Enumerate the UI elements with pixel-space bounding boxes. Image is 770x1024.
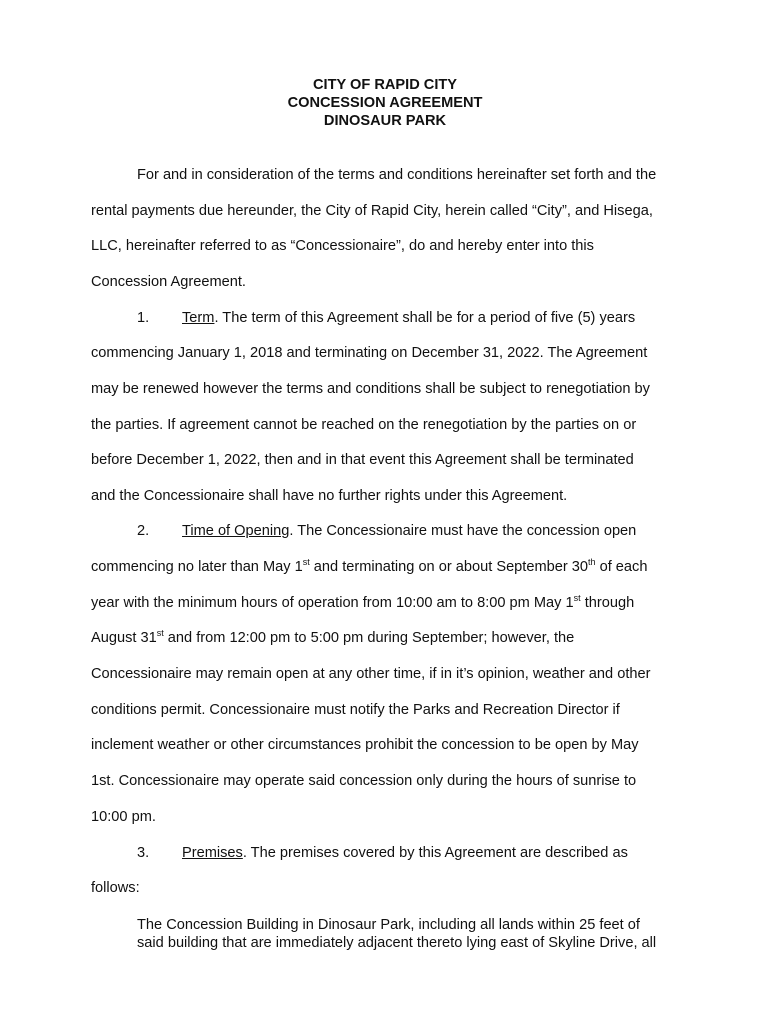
text-span: and terminating on or about September 30 xyxy=(309,559,589,575)
intro-line-1: For and in consideration of the terms and conditions hereinafter set forth and the xyxy=(137,167,657,183)
premises-quote-line-1: The Concession Building in Dinosaur Park, including all lands within 25 feet of xyxy=(137,917,640,933)
text-span: commencing no later than May 1 xyxy=(91,559,303,575)
superscript: st xyxy=(302,557,310,567)
section-1-line-6: and the Concessionaire shall have no further rights under this Agreement. xyxy=(91,488,568,504)
section-1-line-4: the parties. If agreement cannot be reached on the renegotiation by the parties on or xyxy=(91,417,637,433)
section-2-line-7: inclement weather or other circumstances prohibit the concession to be open by May xyxy=(91,737,639,753)
section-1-line-1-text: . The term of this Agreement shall be for a period of five (5) years xyxy=(214,310,636,326)
text-span: year with the minimum hours of operation from 10:00 am to 8:00 pm May 1 xyxy=(91,595,574,611)
superscript: th xyxy=(588,557,596,567)
section-2-line-8: 1st. Concessionaire may operate said concession only during the hours of sunrise to xyxy=(91,773,637,789)
intro-line-2: rental payments due hereunder, the City of Rapid City, herein called “City”, and Hisega, xyxy=(91,203,653,219)
section-3-line-1-text: . The premises covered by this Agreement are described as xyxy=(242,845,628,861)
section-2-line-3 xyxy=(91,594,634,612)
text-span: August 31 xyxy=(91,630,157,646)
section-2-line-1 xyxy=(182,522,636,540)
section-2-line-9: 10:00 pm. xyxy=(91,809,156,825)
section-3-line-2: follows: xyxy=(91,880,140,896)
superscript: st xyxy=(573,593,581,603)
section-1-line-5: before December 1, 2022, then and in that event this Agreement shall be terminated xyxy=(91,452,634,468)
superscript: st xyxy=(156,628,164,638)
text-span: through xyxy=(580,595,635,611)
section-2-heading: Time of Opening xyxy=(182,523,290,539)
title-line-3: DINOSAUR PARK xyxy=(323,113,447,129)
section-1-line-2: commencing January 1, 2018 and terminating on December 31, 2022. The Agreement xyxy=(91,345,648,361)
text-span: of each xyxy=(595,559,648,575)
section-2-line-6: conditions permit. Concessionaire must notify the Parks and Recreation Director if xyxy=(91,702,620,718)
section-1-line-3: may be renewed however the terms and conditions shall be subject to renegotiation by xyxy=(91,381,650,397)
section-3-line-1 xyxy=(182,844,628,862)
section-1-line-1 xyxy=(182,309,635,327)
section-1-number: 1. xyxy=(137,310,150,326)
title-line-2: CONCESSION AGREEMENT xyxy=(287,95,483,111)
premises-quote-line-2: said building that are immediately adjacent thereto lying east of Skyline Drive, all xyxy=(137,935,657,951)
section-3-heading: Premises xyxy=(182,845,243,861)
section-2-line-2 xyxy=(91,558,647,576)
section-2-line-5: Concessionaire may remain open at any other time, if in it’s opinion, weather and other xyxy=(91,666,651,682)
section-3-number: 3. xyxy=(137,845,150,861)
intro-line-3: LLC, hereinafter referred to as “Concessionaire”, do and hereby enter into this xyxy=(91,238,594,254)
section-1-heading: Term xyxy=(182,310,215,326)
text-span: and from 12:00 pm to 5:00 pm during September; however, the xyxy=(163,630,575,646)
section-2-line-1-text: . The Concessionaire must have the concession open xyxy=(289,523,637,539)
section-2-number: 2. xyxy=(137,523,150,539)
title-line-1: CITY OF RAPID CITY xyxy=(312,77,458,93)
section-2-line-4 xyxy=(91,629,574,647)
intro-line-4: Concession Agreement. xyxy=(91,274,246,290)
